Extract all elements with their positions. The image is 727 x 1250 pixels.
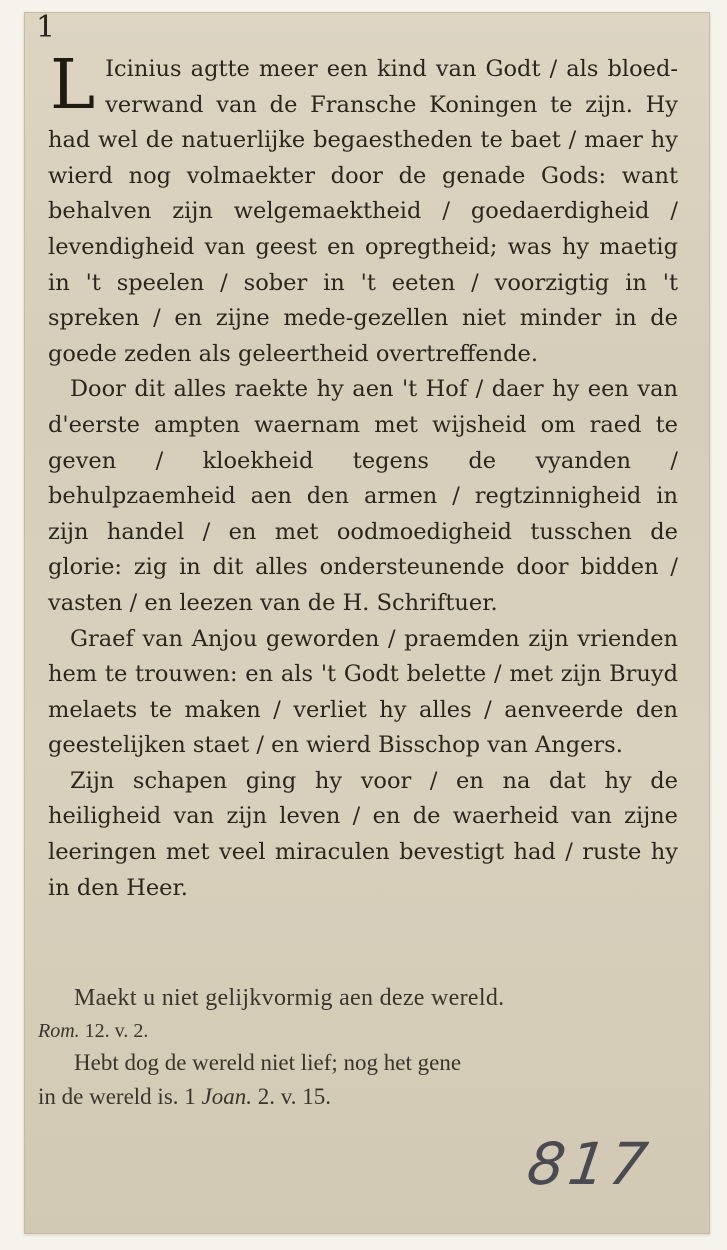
quote-2-line-2 <box>38 1080 678 1114</box>
quote-1-reference <box>38 1016 678 1046</box>
corner-mark: 1 <box>36 10 56 45</box>
ref-2-rest: 2. v. 15. <box>257 1084 331 1109</box>
paragraph-2: Door dit alles raekte hy aen 't Hof / daer hy een van d'eerste ampten waernam met wijsheid om raed te geven / kloekheid tegens de vyanden / behulpzaemheid aen den armen / regtzinnigheid in zijn handel / en met oodmoedigheid tusschen de glorie: zig in dit alles ondersteunende door bidden / vasten / en leezen van de H. Schriftuer. <box>48 376 678 616</box>
paragraph-4: Zijn schapen ging hy voor / en na dat hy de heiligheid van zijn leven / en de waerheid van zijne leeringen met veel miraculen bevestigt had / ruste hy in den Heer. <box>48 767 678 901</box>
paragraph-1 <box>48 46 678 372</box>
handwritten-number: 817 <box>523 1130 656 1198</box>
paragraph-1-text: Icinius agtte meer een kind van Godt / als bloed-verwand van de Fransche Koningen te zijn. Hy had wel de natuerlijke begaestheden te baet / maer hy wierd nog volmaekter door de genade Gods: want behalven zijn welgemaektheid / goedaerdigheid / levendigheid van geest en opregtheid; was hy maetig in 't speelen / sober in 't eeten / voorzigtig in 't spreken / en zijne mede-gezellen niet minder in de goede zeden als geleertheid overtreffende. <box>48 56 678 367</box>
ref-2-prefix: 1 <box>184 1084 196 1109</box>
quote-2-line-2-text: in de wereld is. <box>38 1084 179 1109</box>
ref-1-rest: 12. v. 2. <box>84 1020 149 1042</box>
paragraph-3: Graef van Anjou geworden / praemden zijn vrienden hem te trouwen: en als 't Godt belette / met zijn Bruyd melaets te maken / verliet hy alles / aenveerde den geestelijken staet / en wierd Bisschop van Angers. <box>48 625 678 759</box>
body-text <box>48 46 678 906</box>
scripture-quotes <box>38 980 678 1114</box>
drop-cap: L <box>50 46 96 125</box>
quote-1: Maekt u niet gelijkvormig aen deze wereld. <box>74 985 505 1011</box>
ref-2-book: Joan. <box>201 1084 252 1109</box>
ref-1-book: Rom. <box>38 1020 80 1042</box>
quote-2-line-1: Hebt dog de wereld niet lief; nog het gene <box>74 1050 462 1075</box>
